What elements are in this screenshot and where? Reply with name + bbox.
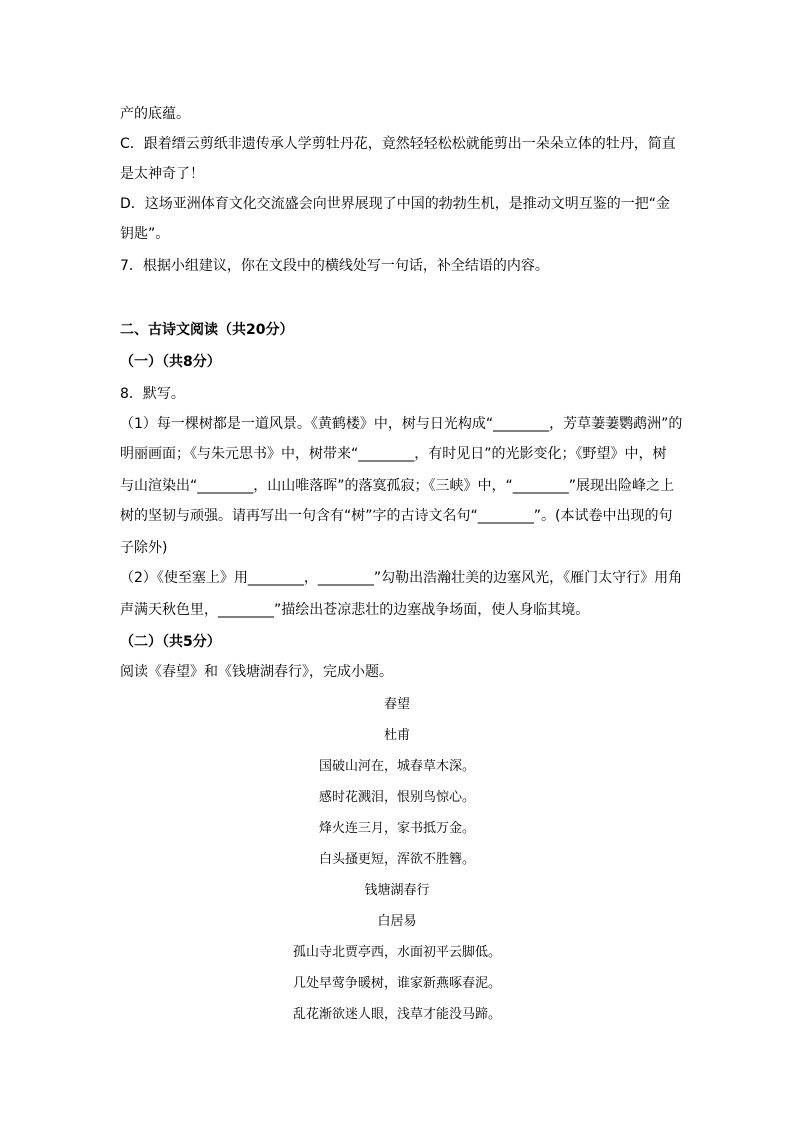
question-8: 8．默写。	[120, 386, 185, 402]
poem-line: 乱花渐欲迷人眼，浅草才能没马蹄。	[292, 1007, 501, 1022]
question-8-1-line: 明丽画面；《与朱元思书》中，树带来“________，有时见日”的光影变化；《野望》中，树	[120, 446, 667, 462]
question-8-1-line: （1）每一棵树都是一道风景。《黄鹤楼》中，树与日光构成“________，芳草萋萋鹦鹉洲”的	[120, 416, 683, 432]
option-d-line: D．这场亚洲体育文化交流盛会向世界展现了中国的勃勃生机，是推动文明互鉴的一把“金	[120, 196, 671, 212]
text-line: 钥匙”。	[120, 226, 170, 242]
poem-line: 国破山河在，城春草木深。	[318, 759, 475, 774]
question-8-1-line: 树的坚韧与顽强。请再写出一句含有“树”字的古诗文名句“________”。(本试卷中出现的句	[120, 508, 673, 524]
poem-line: 几处早莺争暖树，谁家新燕啄春泥。	[292, 976, 501, 991]
question-8-2-line: （2）《使至塞上》用________，________”勾勒出浩瀚壮美的边塞风光，《雁门太守行》用角	[120, 570, 683, 586]
poem-author: 白居易	[377, 914, 417, 929]
poem-line: 烽火连三月，家书抵万金。	[318, 821, 475, 836]
poem-title: 钱塘湖春行	[364, 883, 430, 898]
question-8-1-line: 子除外)	[120, 540, 168, 556]
text-line: 是太神奇了！	[120, 166, 204, 182]
poem-author: 杜甫	[383, 728, 410, 743]
text-line: 产的底蕴。	[120, 106, 190, 122]
reading-intro: 阅读《春望》和《钱塘湖春行》，完成小题。	[120, 664, 393, 680]
section-heading: 二、古诗文阅读（共20分）	[120, 322, 294, 338]
poem-line: 孤山寺北贾亭西，水面初平云脚低。	[292, 945, 501, 960]
option-c-line: C．跟着缙云剪纸非遗传承人学剪牡丹花，竟然轻轻松松就能剪出一朵朵立体的牡丹，简直	[120, 136, 676, 152]
poem-title: 春望	[383, 697, 410, 712]
poem-line: 白头搔更短，浑欲不胜簪。	[318, 852, 475, 867]
question-8-1-line: 与山渲染出“________，山山唯落晖”的落寞孤寂；《三峡》中，“________”展现出险峰之上	[120, 478, 675, 494]
question-7: 7．根据小组建议，你在文段中的横线处写一句话，补全结语的内容。	[120, 258, 549, 274]
subsection-heading: （二）（共5分）	[120, 634, 221, 650]
subsection-heading: （一）（共8分）	[120, 354, 221, 370]
question-8-2-line: 声满天秋色里，________”描绘出苍凉悲壮的边塞战争场面，使人身临其境。	[120, 602, 590, 618]
poem-line: 感时花溅泪，恨别鸟惊心。	[318, 790, 475, 805]
